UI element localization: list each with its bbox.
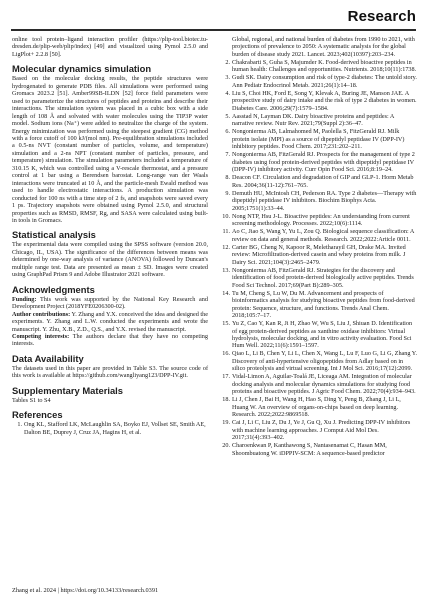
refs-heading: References	[12, 409, 63, 421]
data-paragraph: The datasets used in this paper are provided in Table S3. The source code of this work is available at https://github.com/wangliyang123/DPP-IV.git.	[12, 364, 208, 380]
contrib-label: Author contributions:	[12, 310, 71, 318]
reference-number: 2.	[225, 58, 230, 66]
references-right	[220, 36, 417, 58]
reference-item	[220, 74, 417, 89]
reference-text: Deacon CF. Circulation and degradation of GIP and GLP-1. Horm Metab Res. 2004;36(11-12):761–765.	[232, 174, 414, 189]
reference-number: 7.	[225, 151, 230, 159]
reference-text: Demuth HU, McIntosh CH, Pederson RA. Type 2 diabetes—Therapy with dipeptidyl peptidase IV inhibitors. Biochim Biophys Acta. 2005;1751(1):33–44.	[232, 189, 417, 212]
reference-text: Nongonierma AB, FitzGerald RJ. Prospects for the management of type 2 diabetes using food protein-derived peptides with dipeptidyl peptidase IV (DPP-IV) inhibitory activity. Curr Opin Food Sci. 2016;8:19–24.	[232, 151, 415, 174]
header-rule	[11, 29, 416, 31]
reference-text: Carter BG, Cheng N, Kapoor R, Meletharayil GH, Drake MA. Invited review: Microfiltration-derived casein and whey proteins from milk. J Dairy Sci. 2021;104(3):2465–2479.	[232, 243, 406, 266]
reference-number: 5.	[225, 112, 230, 120]
footer-citation: Zhang et al. 2024 | https://doi.org/10.34133/research.0391	[12, 587, 159, 594]
reference-text: Cai J, Li C, Liu Z, Du J, Ye J, Gu Q, Xu J. Predicting DPP-IV inhibitors with machine learning approaches. J Comput Aid Mol Des. 2017;31(4):393–402.	[232, 419, 411, 442]
reference-text: Global, regional, and national burden of diabetes from 1990 to 2021, with projections of prevalence to 2050: A systematic analysis for the global burden of disease study 2021. Lancet. 2023;402(10397):203–234.	[232, 36, 415, 58]
intro-paragraph: online tool protein–ligand interaction profiler (https://plip-tool.biotec.tu-dresden.de/plip-web/plip/index) [49] and visualized using Pymol 2.5.0 and LigPlot+ 2.2.8 [50].	[12, 36, 208, 58]
reference-item	[220, 174, 417, 189]
reference-item	[220, 113, 417, 128]
reference-number: 14.	[222, 289, 230, 297]
stats-heading: Statistical analysis	[12, 229, 96, 241]
reference-item	[220, 59, 417, 74]
reference-text: Qiao L, Li B, Chen Y, Li L, Chen X, Wang L, Lu F, Luo G, Li G, Zhang Y. Discovery of anti-hypertensive oligopeptides from Adlay based on in silico proteolysis and virtual screening. Int J Mol Sci. 2016;17(12):2099.	[232, 350, 418, 373]
reference-number: 4.	[225, 89, 230, 97]
reference-text: Chakrabarti S, Guha S, Majumder K. Food-derived bioactive peptides in human health: Challenges and opportunities. Nutrients. 2018;10(11):1738.	[232, 58, 417, 74]
reference-item	[220, 290, 417, 320]
reference-item	[220, 213, 417, 228]
journal-brand: Research	[347, 8, 416, 25]
reference-text: Yu Z, Cao Y, Kan R, Ji H, Zhao W, Wu S, Liu J, Shiuan D. Identification of egg protein-derived peptides as xanthine oxidase inhibitors: Virtual hydrolysis, molecular docking, and in vitro activity evaluation. Food Sci Hum Well. 2022;11(6):1591–1597.	[232, 320, 413, 350]
reference-text: Charoenkwan P, Kanthawong S, Nantasenamat C, Hasan MM, Shoombuatong W. iDPPIV-SCM: A sequence-based predictor	[232, 442, 387, 457]
funding-paragraph	[12, 296, 208, 311]
left-column	[12, 36, 208, 437]
data-heading: Data Availability	[12, 352, 84, 364]
reference-number: 20.	[222, 442, 230, 450]
reference-text: Nong NTP, Hsu J-L. Bioactive peptides: An understanding from current screening methodology. Processes. 2022;10(6):1114.	[232, 212, 410, 228]
supp-heading: Supplementary Materials	[12, 384, 123, 396]
reference-item	[220, 228, 417, 243]
reference-item	[220, 267, 417, 289]
reference-item	[12, 421, 208, 436]
reference-text: Gudi SK. Dairy consumption and risk of type-2 diabetes: The untold story. Ann Pediatr Endocrinol Metab. 2021;26(1):14–18.	[232, 74, 417, 89]
md-paragraph: Based on the molecular docking results, the peptide structures were hydrogenated to generate PDB files. All simulations were performed using Gromacs 2023.2 [51]. Amber99SB-ILDN [52] force field parameters were used to parameterize the structures of peptides and proteins and describe their interactions. The simulation system was placed in a cubic box with a side length of 108 Å and solvated with water molecules using the TIP3P water model. Sodium ions (Na⁺) were added to neutralize the charge of the system. Energy minimization was performed using the steepest gradient (CG) method with a force cutoff of 100 kJ/(mol nm). Pre-equilibration simulations included a 0.5-ns NVT (constant number of particles, volume, and temperature) simulation and a 2-ns NPT (constant number of particles, pressure, and temperature) simulation. The simulation parameters included a temperature of 310.15 K, which was controlled using a V-rescale thermostat, and a pressure control at 1 bar using a Berendsen barostat. Long-range van der Waals interactions were truncated at 10 Å, and the particle-mesh Ewald method was used to handle electrostatic interactions. A production simulation was conducted for 100 ns with a time step of 2 fs, and snapshots were saved every 1 ps. Trajectory snapshots were obtained using Pymol 2.5.0, and structural properties such as RMSD, RMSF, Rg, and SASA were calculated using built-in tools in Gromacs.	[12, 75, 208, 224]
reference-number: 6.	[225, 128, 230, 136]
reference-text: Tu M, Cheng S, Lu W, Du M. Advancement and prospects of bioinformatics analysis for studying bioactive peptides from food-derived protein: Sequence, structure, and functions. Trends Anal Chem. 2018;105:7–17.	[232, 289, 415, 320]
reference-item	[220, 396, 417, 418]
reference-number: 15.	[222, 320, 230, 328]
reference-item	[220, 190, 417, 212]
reference-item	[220, 350, 417, 372]
competing-label: Competing interests:	[12, 332, 70, 340]
reference-number: 19.	[222, 419, 230, 427]
ack-heading: Acknowledgments	[12, 283, 95, 295]
reference-text: Vidal-Limon A, Aguilar-Toalá JE, Liceaga AM. Integration of molecular docking analysis and molecular dynamics simulations for studying food proteins and bioactive peptides. J Agric Food Chem. 2022;70(4):934–943.	[232, 373, 416, 396]
reference-number: 10.	[222, 212, 230, 220]
reference-number: 11.	[222, 228, 230, 236]
reference-number: 8.	[225, 174, 230, 182]
contrib-paragraph	[12, 311, 208, 333]
right-column	[220, 36, 417, 458]
reference-continuation	[220, 36, 417, 58]
reference-item	[220, 151, 417, 173]
reference-text: Nongonierma AB, FitzGerald RJ. Strategies for the discovery and identification of food protein-derived biologically active peptides. Trends Food Sci Technol. 2017;69(Part B):289–305.	[232, 266, 414, 289]
reference-number: 18.	[222, 396, 230, 404]
funding-label: Funding:	[12, 295, 37, 303]
md-heading: Molecular dynamics simulation	[12, 63, 152, 75]
reference-item	[220, 442, 417, 457]
reference-number: 13.	[222, 266, 230, 274]
reference-text: Ao C, Jiao S, Wang Y, Yu L, Zou Q. Biological sequence classification: A review on data and general methods. Research. 2022;2022:Article 0011.	[232, 228, 415, 243]
reference-text: Nongonierma AB, Lalmahomed M, Paolella S, FitzGerald RJ. Milk protein isolate (MPI) as a source of dipeptidyl peptidase IV (DPP-IV) inhibitory peptides. Food Chem. 2017;231:202–211.	[232, 128, 405, 151]
reference-number: 16.	[222, 350, 230, 358]
reference-item	[220, 244, 417, 266]
funding-text: This work was supported by the National Key Research and Development Project (2018YFE0206300-02).	[12, 295, 208, 311]
reference-text: Ong KL, Stafford LK, McLaughlin SA, Boyko EJ, Vollset SE, Smith AE, Dalton BE, Duprey J, Cruz JA, Hagins H, et al.	[24, 421, 206, 436]
references-list	[220, 59, 417, 457]
reference-text: Aasstad N, Layman DK. Dairy bioactive proteins and peptides: A narrative review. Nutr Rev. 2021;79(Suppl 2):36–47.	[232, 112, 395, 128]
reference-item	[220, 373, 417, 395]
reference-text: Li J, Chen J, Bai H, Wang H, Hao S, Ding Y, Peng B, Zhang J, Li L, Huang W. An overview of organs-on-chips based on deep learning. Research. 2022;2022:9869518.	[232, 396, 401, 419]
reference-text: Liu S, Choi HK, Ford E, Song Y, Klevak A, Buring JE, Manson JAE. A prospective study of dairy intake and the risk of type 2 diabetes in women. Diabetes Care. 2006;29(7):1579–1584.	[232, 89, 417, 112]
reference-item	[220, 320, 417, 350]
contrib-text: Y. Zhang and Y.X. conceived the idea and designed the experiments. Y. Zhang and L.W. conducted the experiments and wrote the manuscript. Y. Zhu, X.B., Z.D., Q.S., and Y.X. revised the manuscript.	[12, 310, 208, 333]
competing-paragraph	[12, 333, 208, 348]
supp-text: Tables S1 to S4	[12, 396, 51, 404]
reference-number: 12.	[222, 243, 230, 251]
reference-number: 17.	[222, 373, 230, 381]
references-left	[12, 421, 208, 436]
stats-paragraph: The experimental data were compiled using the SPSS software (version 20.0, Chicago, IL, USA). The significance of the differences between means was determined by one-way analysis of variance (ANOVA) followed by Duncan's multiple range test. Data are presented as mean ± SD. Images were created using GraphPad Prism 9 and Adobe Illustrator 2021 software.	[12, 241, 208, 279]
reference-number: 1.	[17, 421, 22, 429]
reference-number: 9.	[225, 189, 230, 197]
reference-item	[220, 128, 417, 150]
reference-number: 3.	[225, 74, 230, 82]
competing-text: The authors declare that they have no competing interests.	[12, 332, 208, 348]
reference-item	[220, 90, 417, 112]
reference-item	[220, 419, 417, 441]
